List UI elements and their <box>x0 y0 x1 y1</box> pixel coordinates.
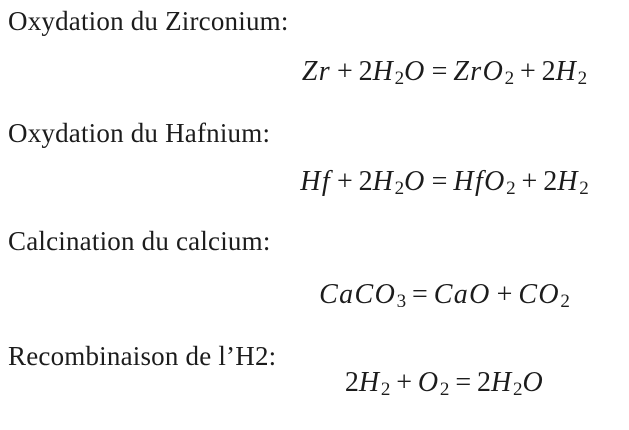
equation-token: 2 <box>579 178 589 200</box>
reaction-equation-h2-recombination <box>260 365 629 408</box>
equation-token: 2 <box>394 68 405 90</box>
equation-token: H <box>557 166 579 197</box>
equation-token: 2 <box>439 379 450 401</box>
equation-token: 2 <box>506 178 516 200</box>
equation-token: + <box>519 56 536 87</box>
equation-token: 2 <box>543 166 558 197</box>
equation-token: 2 <box>512 379 523 401</box>
reaction-equation-calcium <box>260 277 629 320</box>
equation-token: 2 <box>380 379 391 401</box>
equation-token: H <box>372 166 395 197</box>
equation-token: + <box>496 279 513 310</box>
equation-token: O <box>522 367 545 398</box>
equation-token: = <box>431 166 448 197</box>
equation-token: + <box>336 166 353 197</box>
reaction-label-calcium: Calcination du calcium: <box>8 226 271 256</box>
equation-token: = <box>431 56 448 87</box>
equation-token: O <box>417 367 440 398</box>
equation-token: Hf <box>300 166 332 197</box>
equation-token: 2 <box>560 291 570 313</box>
equation-token: CaCO <box>319 279 397 310</box>
equation-token: + <box>396 367 413 398</box>
equation-token: 3 <box>396 291 407 313</box>
equation-token: 2 <box>476 367 491 398</box>
equation-token: + <box>521 166 538 197</box>
equation-token: H <box>555 56 578 87</box>
equation-token: 2 <box>358 166 373 197</box>
equation-token: 2 <box>541 56 556 87</box>
equation-token: = <box>412 279 428 310</box>
equation-token: CO <box>518 279 561 310</box>
equation-token: 2 <box>504 68 515 90</box>
reaction-label-h2-recombination: Recombinaison de l’H2: <box>8 341 277 371</box>
equation-token: O <box>404 166 426 197</box>
equation-token: CaO <box>433 279 491 310</box>
reaction-equation-hafnium <box>260 164 629 207</box>
equation-token: H <box>490 367 513 398</box>
equation-token: ZrO <box>453 56 505 87</box>
equation-token: H <box>372 56 395 87</box>
reaction-equation-zirconium <box>260 54 629 97</box>
equation-token: O <box>404 56 426 87</box>
equation-token: 2 <box>344 367 359 398</box>
reaction-label-hafnium: Oxydation du Hafnium: <box>8 118 271 148</box>
equation-token: Zr <box>301 56 332 87</box>
equation-token: 2 <box>394 178 405 200</box>
equation-token: = <box>455 367 472 398</box>
equation-token: 2 <box>577 68 588 90</box>
equation-token: + <box>336 56 353 87</box>
reaction-label-zirconium: Oxydation du Zirconium: <box>8 6 289 36</box>
equation-token: 2 <box>358 56 373 87</box>
equation-token: H <box>358 367 381 398</box>
equation-token: HfO <box>453 166 506 197</box>
